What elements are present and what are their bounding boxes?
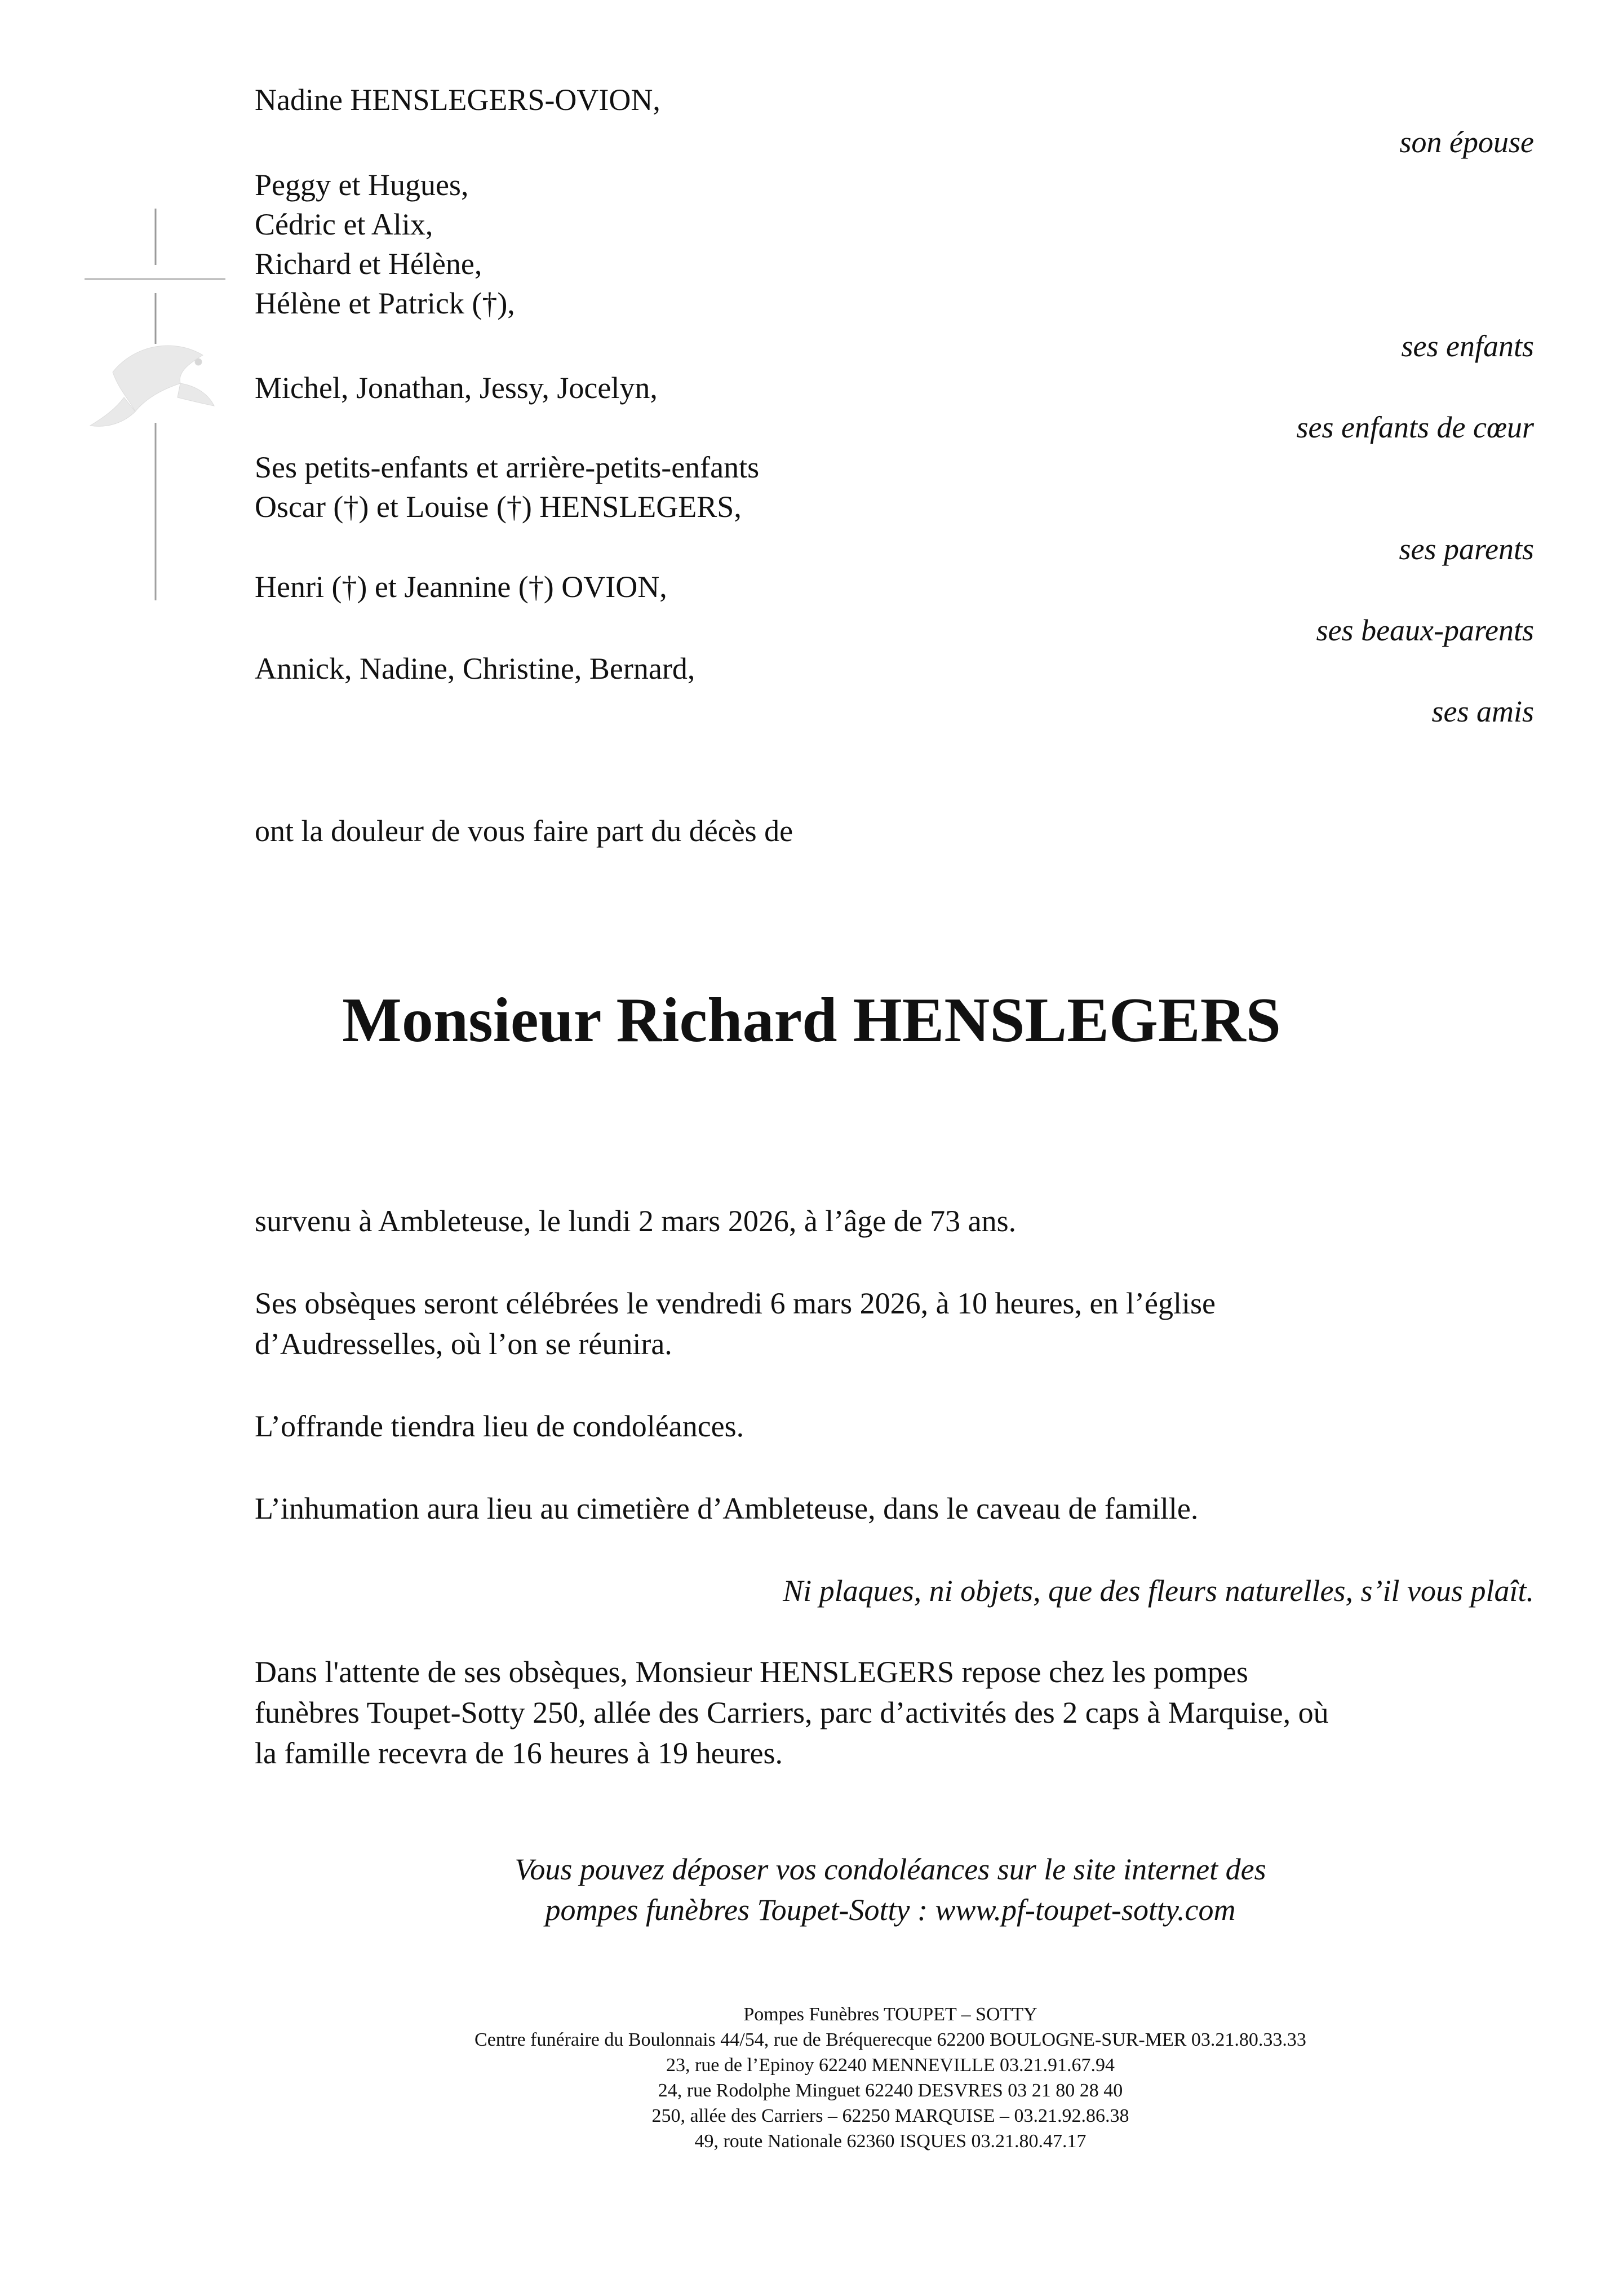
in-laws-names: Henri (†) et Jeannine (†) OVION, [255, 570, 667, 604]
relation-parents: ses parents [1399, 532, 1534, 566]
flowers-note: Ni plaques, ni objets, que des fleurs naturelles, s’il vous plaît. [783, 1574, 1534, 1608]
funeral-details-line: Ses obsèques seront célébrées le vendredi 6 mars 2026, à 10 heures, en l’église [255, 1286, 1216, 1320]
burial-details: L’inhumation aura lieu au cimetière d’Ambleteuse, dans le caveau de famille. [255, 1492, 1199, 1525]
deceased-name: Monsieur Richard HENSLEGERS [342, 985, 1281, 1055]
footer-address: 49, route Nationale 62360 ISQUES 03.21.80.47.17 [694, 2131, 1087, 2152]
spouse-name: Nadine HENSLEGERS-OVION, [255, 83, 660, 117]
footer-company: Pompes Funèbres TOUPET – SOTTY [743, 2004, 1037, 2025]
cross-dove-decoration [51, 203, 237, 609]
relation-heart-children: ses enfants de cœur [1296, 410, 1534, 444]
relation-spouse: son épouse [1399, 125, 1534, 159]
footer-address: 24, rue Rodolphe Minguet 62240 DESVRES 03 21 80 28 40 [658, 2080, 1123, 2101]
dove-icon [90, 346, 214, 426]
footer-address: Centre funéraire du Boulonnais 44/54, rue de Bréquerecque 62200 BOULOGNE-SUR-MER 03.21.80.33.33 [475, 2029, 1306, 2050]
parents-names: Oscar (†) et Louise (†) HENSLEGERS, [255, 490, 742, 524]
relation-in-laws: ses beaux-parents [1316, 613, 1534, 647]
offering-note: L’offrande tiendra lieu de condoléances. [255, 1409, 744, 1443]
friends-names: Annick, Nadine, Christine, Bernard, [255, 652, 695, 685]
child-name: Richard et Hélène, [255, 247, 482, 281]
child-name: Hélène et Patrick (†), [255, 286, 515, 320]
footer-address: 23, rue de l’Epinoy 62240 MENNEVILLE 03.21.91.67.94 [666, 2055, 1115, 2076]
grandchildren-line: Ses petits-enfants et arrière-petits-enfants [255, 450, 760, 484]
announcement-text: ont la douleur de vous faire part du décès de [255, 814, 793, 848]
relation-friends: ses amis [1431, 694, 1534, 728]
rest-details-line: Dans l'attente de ses obsèques, Monsieur HENSLEGERS repose chez les pompes [255, 1655, 1248, 1689]
cross-icon [85, 209, 225, 600]
footer-address: 250, allée des Carriers – 62250 MARQUISE – 03.21.92.86.38 [651, 2105, 1129, 2126]
death-details: survenu à Ambleteuse, le lundi 2 mars 2026, à l’âge de 73 ans. [255, 1204, 1017, 1238]
rest-details-line: funèbres Toupet-Sotty 250, allée des Carriers, parc d’activités des 2 caps à Marquise, où [255, 1696, 1329, 1729]
rest-details-line: la famille recevra de 16 heures à 19 heures. [255, 1736, 783, 1770]
relation-children: ses enfants [1401, 329, 1534, 363]
funeral-details-line: d’Audresselles, où l’on se réunira. [255, 1327, 672, 1361]
condolences-line: Vous pouvez déposer vos condoléances sur le site internet des [515, 1852, 1266, 1886]
child-name: Cédric et Alix, [255, 207, 433, 241]
condolences-line: pompes funèbres Toupet-Sotty : www.pf-toupet-sotty.com [545, 1893, 1236, 1927]
heart-children-names: Michel, Jonathan, Jessy, Jocelyn, [255, 371, 658, 405]
child-name: Peggy et Hugues, [255, 168, 469, 202]
